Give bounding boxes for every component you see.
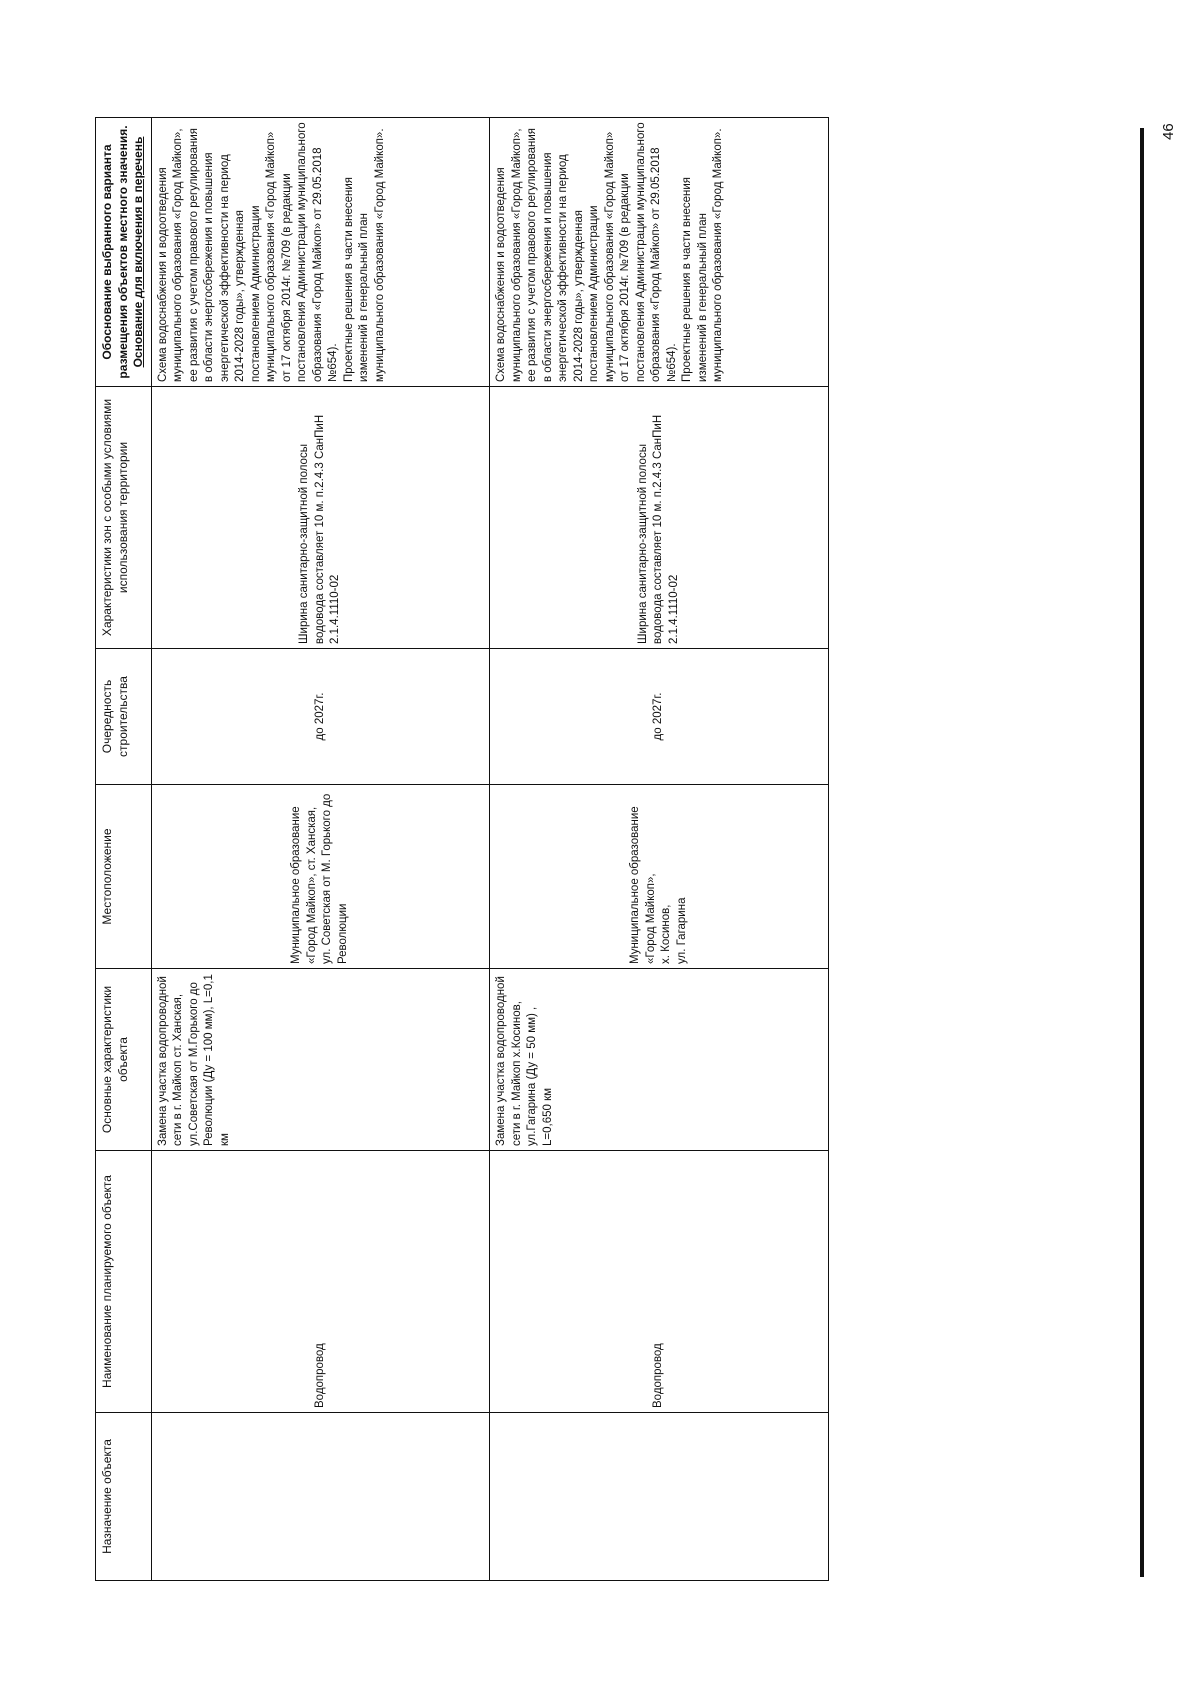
table-row [490, 118, 829, 1581]
cell-name: Водопровод [490, 1151, 829, 1413]
header-stage: Очередность строительства [96, 649, 152, 785]
cell-characteristics: Замена участка водопроводной сети в г. Майкоп ст. Ханская, ул.Советская от М.Горького до Революции (Ду = 100 мм), L=0,1 км [151, 969, 490, 1151]
header-name: Наименование планируемого объекта [96, 1151, 152, 1413]
header-justification [96, 118, 152, 387]
cell-justification: Схема водоснабжения и водоотведения муниципального образования «Город Майкоп», ее развития с учетом правового регулирования в области энергосбережения и повышения энергетической эффективности на период 2014-2028 годы», утвержденная постановлением Администрации муниципального образования «Город Майкоп» от 17 октября 2014г. №709 (в редакции постановления Администрации муниципального образования «Город Майкоп» от 29.05.2018 №654). Проектные решения в части внесения изменений в генеральный план муниципального образования «Город Майкоп». [490, 118, 829, 387]
cell-location: Муниципальное образование «Город Майкоп», ст. Ханская, ул. Советская от М. Горького до Революции [151, 785, 490, 969]
cell-zones: Ширина санитарно-защитной полосы водовода составляет 10 м. п.2.4.3 СанПиН 2.1.4.1110-02 [490, 387, 829, 649]
cell-purpose [151, 1413, 490, 1581]
cell-characteristics: Замена участка водопроводной сети в г. Майкоп х.Косинов, ул.Гагарина (Ду = 50 мм) , L=0,650 км [490, 969, 829, 1151]
table-header-row [96, 118, 152, 1581]
header-justification-title: Обоснование выбранного варианта размещения объектов местного значения. [100, 125, 130, 379]
header-purpose: Назначение объекта [96, 1413, 152, 1581]
header-characteristics: Основные характеристики объекта [96, 969, 152, 1151]
page-number: 46 [1160, 123, 1177, 140]
cell-name: Водопровод [151, 1151, 490, 1413]
cell-stage: до 2027г. [490, 649, 829, 785]
header-location: Местоположение [96, 785, 152, 969]
page-edge-rule [1140, 128, 1144, 1577]
cell-location: Муниципальное образование «Город Майкоп», х. Косинов, ул. Гагарина [490, 785, 829, 969]
rotated-page-content [95, 118, 829, 1581]
cell-zones: Ширина санитарно-защитной полосы водовода составляет 10 м. п.2.4.3 СанПиН 2.1.4.1110-02 [151, 387, 490, 649]
planned-objects-table [95, 117, 829, 1581]
table-row [151, 118, 490, 1581]
cell-purpose [490, 1413, 829, 1581]
header-justification-basis: Основание для включения в перечень [131, 136, 145, 368]
header-zones: Характеристики зон с особыми условиями использования территории [96, 387, 152, 649]
cell-justification: Схема водоснабжения и водоотведения муниципального образования «Город Майкоп», ее развития с учетом правового регулирования в области энергосбережения и повышения энергетической эффективности на период 2014-2028 годы», утвержденная постановлением Администрации муниципального образования «Город Майкоп» от 17 октября 2014г. №709 (в редакции постановления Администрации муниципального образования «Город Майкоп» от 29.05.2018 №654). Проектные решения в части внесения изменений в генеральный план муниципального образования «Город Майкоп». [151, 118, 490, 387]
cell-stage: до 2027г. [151, 649, 490, 785]
